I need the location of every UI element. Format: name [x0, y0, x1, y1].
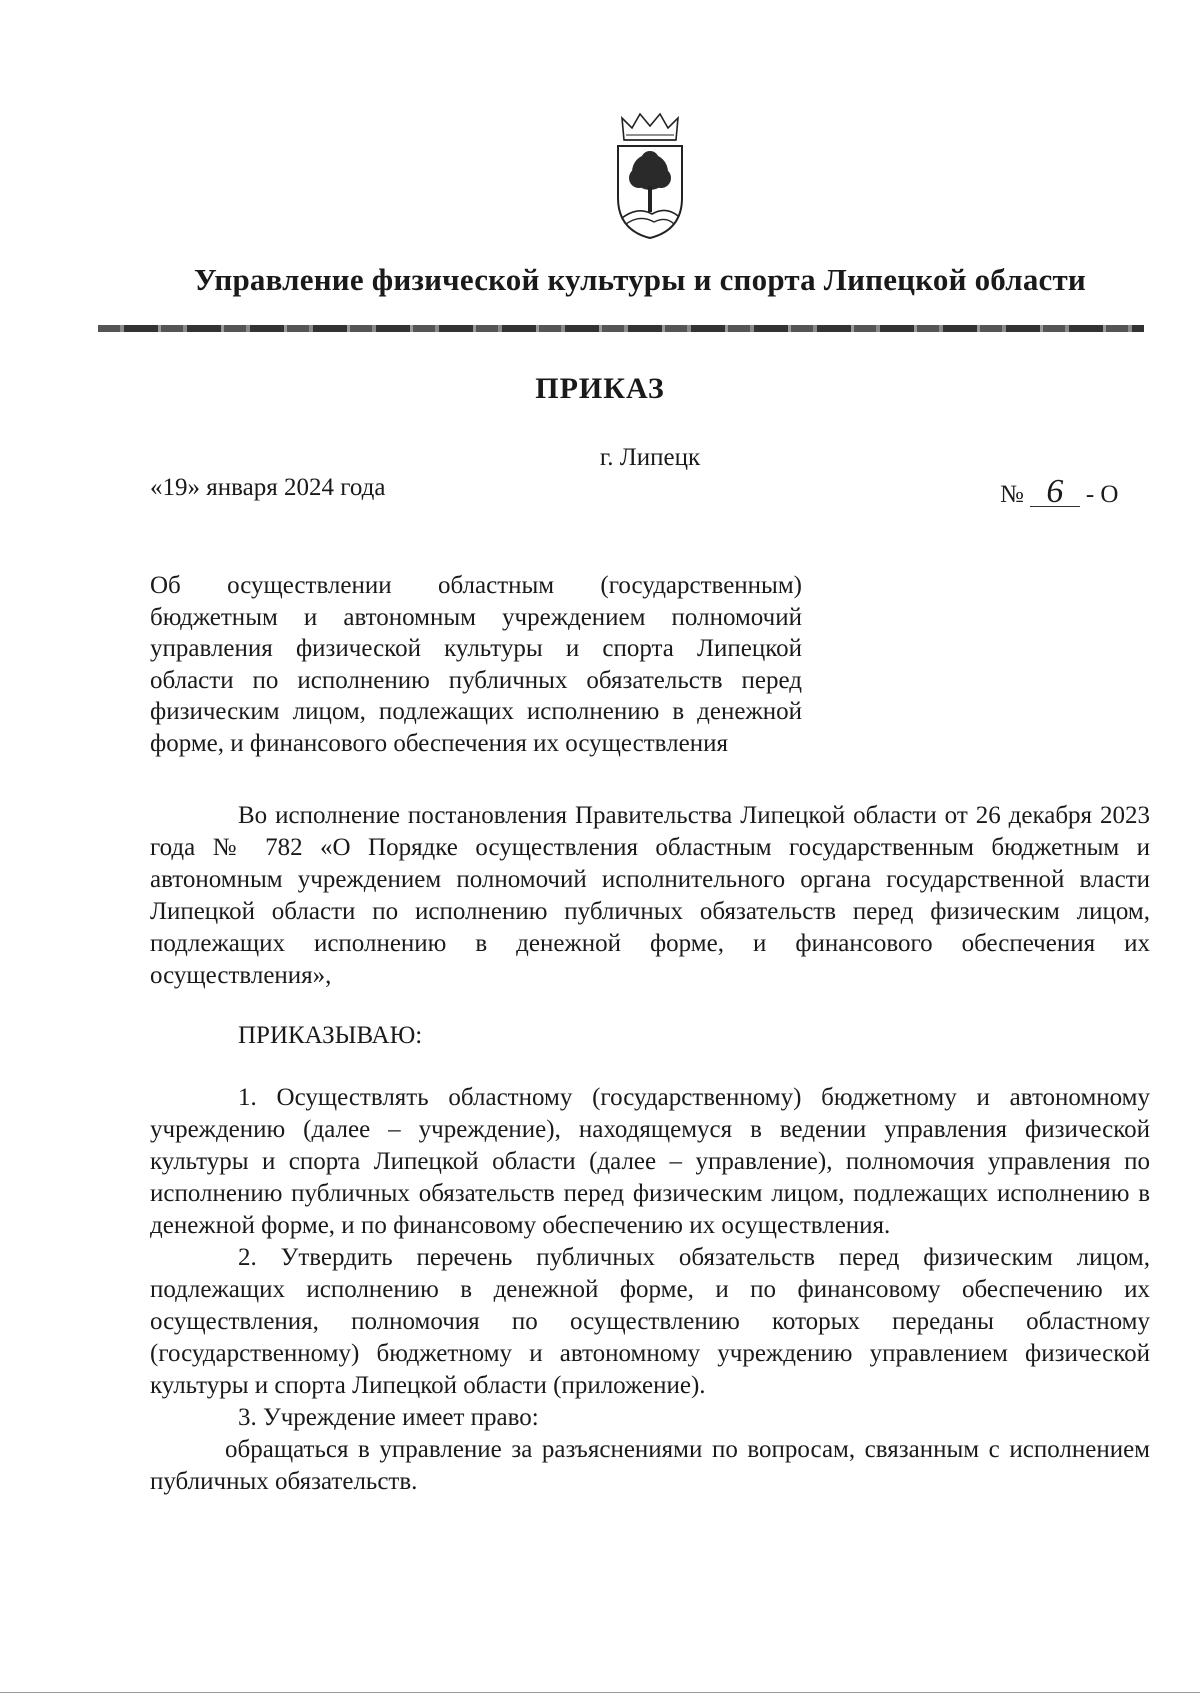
document-number: [1000, 473, 1119, 510]
document-type: ПРИКАЗ: [535, 372, 665, 405]
item-paragraph: 1. Осуществлять областному (государственному) бюджетному и автономному учреждению (далее – учреждение), находящемуся в ведении управления физической культуры и спорта Липецкой области (далее – управление), полномочия управления по исполнению публичных обязательств перед физическим лицом, подлежащих исполнению в денежной форме, и по финансовому обеспечению их осуществления.: [150, 1084, 1150, 1239]
document-body: [150, 800, 1150, 1498]
item-paragraph: 2. Утвердить перечень публичных обязательств перед физическим лицом, подлежащих исполнению в денежной форме, и по финансовому обеспечению их осуществления, полномочия по осуществлению которых переданы областному (государственному) бюджетному и автономному учреждению управлением физической культуры и спорта Липецкой области (приложение).: [150, 1244, 1150, 1399]
number-prefix: №: [1000, 481, 1024, 508]
decree-line: ПРИКАЗЫВАЮ:: [238, 1022, 423, 1049]
document-subject: Об осуществлении областным (государственным) бюджетным и автономным учреждением полномочий управления физической культуры и спорта Липецкой области по исполнению публичных обязательств перед физическим лицом, подлежащих исполнению в денежной форме, и финансового обеспечения их осуществления: [150, 572, 802, 757]
page-bottom-edge: [0, 1692, 1200, 1693]
preamble-paragraph: Во исполнение постановления Правительства Липецкой области от 26 декабря 2023 года № 782 «О Порядке осуществления областным государственным бюджетным и автономным учреждением полномочий исполнительного органа государственной власти Липецкой области по исполнению публичных обязательств перед физическим лицом, подлежащих исполнению в денежной форме, и финансового обеспечения их осуществления»,: [150, 802, 1150, 989]
header-divider: [98, 325, 1144, 332]
number-value: 6: [1030, 478, 1080, 507]
document-date: «19» января 2024 года: [150, 474, 386, 501]
document-city: г. Липецк: [599, 444, 701, 471]
organization-title: Управление физической культуры и спорта Липецкой области: [194, 262, 1086, 297]
item-paragraph: 3. Учреждение имеет право:: [238, 1404, 539, 1431]
number-suffix: - О: [1085, 481, 1119, 508]
item-paragraph: обращаться в управление за разъяснениями по вопросам, связанным с исполнением публичных обязательств.: [150, 1436, 1150, 1495]
lipetsk-coat-of-arms-icon: [610, 110, 690, 242]
